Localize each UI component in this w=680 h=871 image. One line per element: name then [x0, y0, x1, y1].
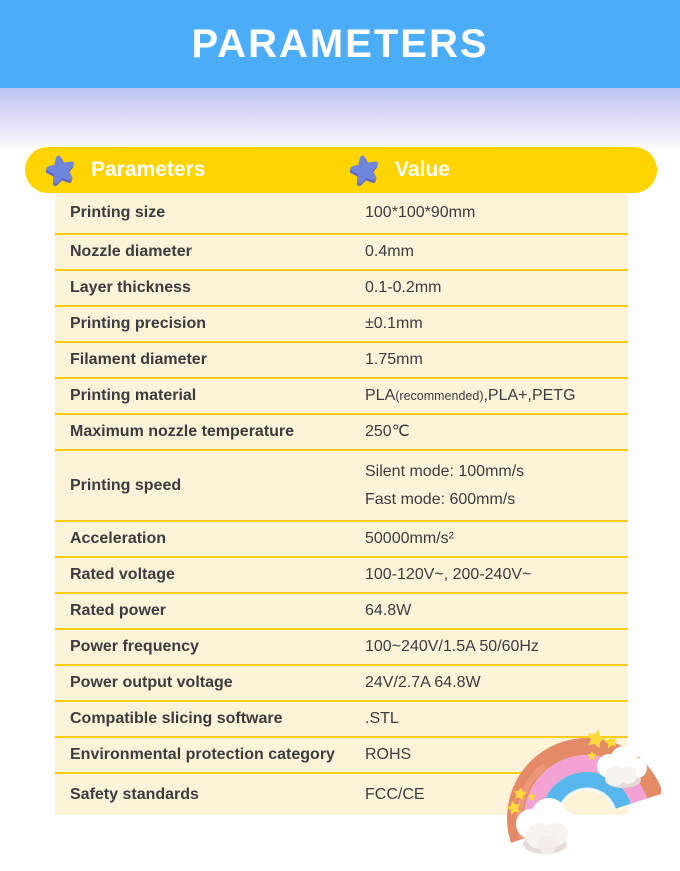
param-label: Environmental protection category — [70, 746, 335, 763]
param-value-small-part: (recommended) — [395, 389, 484, 404]
param-value: ±0.1mm — [365, 315, 423, 333]
param-value: 0.4mm — [365, 243, 414, 261]
param-label: Printing size — [70, 203, 166, 221]
param-label: Acceleration — [70, 530, 167, 547]
table-row — [55, 415, 628, 451]
param-label: Printing material — [70, 387, 197, 404]
parameters-header-group — [44, 147, 205, 193]
param-value: 100*100*90mm — [365, 203, 476, 221]
param-value-line: Fast mode: 600mm/s — [365, 490, 516, 508]
page-title: PARAMETERS — [191, 21, 489, 66]
param-value: 100~240V/1.5A 50/60Hz — [365, 638, 539, 656]
table-row — [55, 271, 628, 307]
table-header-row — [25, 147, 657, 193]
param-value: .STL — [365, 710, 399, 728]
param-value-part: ,PLA+,PETG — [483, 387, 576, 405]
param-value: 50000mm/s² — [365, 530, 454, 548]
table-row — [55, 307, 628, 343]
param-value-part: PLA — [365, 387, 396, 405]
param-label: Filament diameter — [70, 351, 207, 368]
table-row — [55, 343, 628, 379]
table-row — [55, 192, 628, 235]
table-row — [55, 522, 628, 558]
param-label: Compatible slicing software — [70, 710, 283, 727]
param-value — [365, 384, 628, 407]
param-value — [365, 458, 628, 514]
param-value: FCC/CE — [365, 785, 425, 803]
rainbow-icon — [503, 720, 661, 866]
param-value-line: Silent mode: 100mm/s — [365, 462, 525, 480]
star-icon — [348, 153, 382, 187]
param-label: Rated voltage — [70, 566, 175, 583]
param-value: ROHS — [365, 746, 412, 764]
param-label: Rated power — [70, 602, 167, 619]
param-label: Nozzle diameter — [70, 243, 192, 260]
param-label: Layer thickness — [70, 279, 191, 296]
table-row — [55, 558, 628, 594]
column-header-parameters: Parameters — [91, 158, 206, 181]
table-row — [55, 630, 628, 666]
param-value: 100-120V~, 200-240V~ — [365, 566, 532, 584]
param-value: 250℃ — [365, 423, 410, 441]
table-row — [55, 594, 628, 630]
param-label: Safety standards — [70, 785, 199, 803]
rainbow-decoration — [503, 720, 661, 866]
banner-gradient — [0, 88, 680, 152]
table-row — [55, 235, 628, 271]
param-value: 0.1-0.2mm — [365, 279, 442, 297]
param-label: Maximum nozzle temperature — [70, 423, 295, 440]
param-label: Power frequency — [70, 638, 199, 655]
table-row — [55, 451, 628, 522]
star-icon — [44, 153, 78, 187]
param-value: 1.75mm — [365, 351, 423, 369]
table-row — [55, 666, 628, 702]
param-value: 64.8W — [365, 602, 412, 620]
page-banner — [0, 0, 680, 88]
param-label: Power output voltage — [70, 674, 233, 691]
param-label: Printing precision — [70, 315, 207, 332]
value-header-group — [348, 147, 450, 193]
param-value: 24V/2.7A 64.8W — [365, 674, 481, 692]
table-row — [55, 379, 628, 415]
param-label: Printing speed — [70, 476, 182, 494]
column-header-value: Value — [395, 158, 450, 181]
